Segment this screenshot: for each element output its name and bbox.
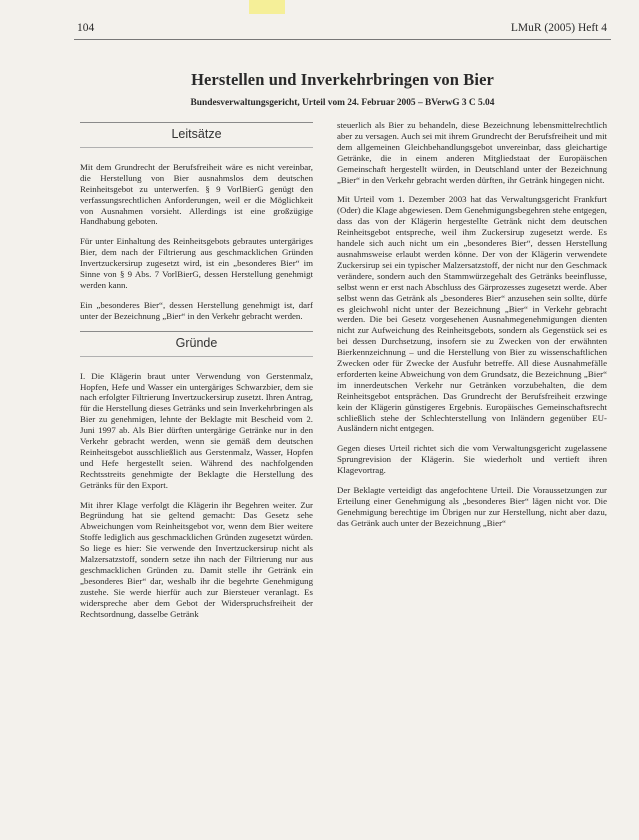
body-paragraph: Mit Urteil vom 1. Dezember 2003 hat das Verwaltungsgericht Frankfurt (Oder) die Klage abgewiesen. Dem Genehmigungsbegehren stehe entgegen, dass das von der Klägerin hergestellte Getränk nicht dem deutschen Reinheitsgebot entspreche, weil ihm Zuckersirup zugesetzt werde. Es handele sich auch nicht um ein „besonderes Bier“, dessen Herstellung ausnahmsweise erlaubt werden könne. Der von der Klägerin verwendete Zuckersirup sei ein typischer Malzersatzstoff, der nicht nur den Geschmack verändere, sondern auch den Stammwürzegehalt des Getränks beeinflusse, selbst wenn er erst nach Abschluss des Gärprozesses zugesetzt werde. Aber selbst wenn das Getränk als „besonderes Bier“ anzusehen sein sollte, dürfe es gleichwohl nicht unter der Bezeichnung „Bier“ in Verkehr gebracht werden. Die bei Gesetz vorgesehenen Ausnahmegenehmigungen dienten nicht zur Aufweichung des Reinheitsgebots, sondern als Gegenstück sei es bei dessen Durchsetzung, insofern sie zu Zwecken von der erwähnten Bierkennzeichnung – und die Herstellung von Bier zu wissenschaftlichen Zwecken oder für Zwecke der Ausfuhr betreffe. All diese Ausnahmefälle erforderten keine Abweichung von dem Grundsatz, die Bezeichnung „Bier“ im innerdeutschen Verkehr nur Getränken vorzubehalten, die dem Reinheitsgebot entsprächen. Das Grundrecht der Berufsfreiheit erzwinge kein der Klägerin günstigeres Ergebnis. Europäisches Gemeinschaftsrecht schließlich stehe der Schlechterstellung von Inländern gegenüber EU-Ausländern nicht entgegen. [337, 194, 607, 434]
body-paragraph: steuerlich als Bier zu behandeln, diese Bezeichnung lebensmittelrechtlich aber zu versagen. Auch sei mit ihrem Grundrecht der Berufsfreiheit und mit dem allgemeinen Gleichbehandlungsgebot unvereinbar, dass gleichartige Getränke, die in einem anderen Mitgliedstaat der Europäischen Gemeinschaft hergestellt würden, in Deutschland unter der Bezeichnung „Bier“ in den Verkehr gebracht werden dürften, ihr Getränk hingegen nicht. [337, 120, 607, 185]
body-paragraph: Der Beklagte verteidigt das angefochtene Urteil. Die Voraussetzungen zur Erteilung einer Genehmigung als „besonderes Bier“ lägen nicht vor. Die Genehmigung berechtige im Übrigen nur zur Herstellung, nicht aber dazu, das Getränk auch unter der Bezeichnung „Bier“ [337, 485, 607, 528]
left-column [80, 120, 313, 629]
leitsatz-paragraph: Mit dem Grundrecht der Berufsfreiheit wäre es nicht vereinbar, die Herstellung von Bier ausnahmslos dem deutschen Reinheitsgebot zu unterwerfen. § 9 VorlBierG genügt den verfassungsrechtlichen Anforderungen, weil er die Möglichkeit von Ausnahmen vorsieht. Allerdings ist eine großzügige Handhabung geboten. [80, 161, 313, 227]
body-paragraph: Mit ihrer Klage verfolgt die Klägerin ihr Begehren weiter. Zur Begründung hat sie geltend gemacht: Das Gesetz sehe Abweichungen vom Reinheitsgebot vor, wenn dem Bier weitere Stoffe lediglich aus geschmacklichen Gründen zugesetzt würden. So liege es hier: Sie verwende den Invertzuckersirup nicht als Malzersatzstoff, sondern setze ihn nach der Filtrierung nur aus geschmacklichen Gründen zu. Damit stelle ihr Getränk ein „besonderes Bier“ dar, weshalb ihr die begehrte Genehmigung zustehe. Sie werde hierfür auch zur Biersteuer veranlagt. Es widerspreche aber dem Gebot der Widerspruchsfreiheit der Rechtsordnung, dasselbe Getränk [80, 499, 313, 619]
section-heading-leitsaetze: Leitsätze [80, 122, 313, 148]
article-title: Herstellen und Inverkehrbringen von Bier [191, 70, 494, 89]
highlight-mark [249, 0, 285, 14]
right-column [337, 120, 607, 538]
journal-reference: LMuR (2005) Heft 4 [510, 22, 607, 34]
page-number: 104 [77, 22, 95, 34]
leitsatz-paragraph: Ein „besonderes Bier“, dessen Herstellung genehmigt ist, darf unter der Bezeichnung „Bier“ in den Verkehr gebracht werden. [80, 299, 313, 321]
leitsatz-paragraph: Für unter Einhaltung des Reinheitsgebots gebrautes untergäriges Bier, dem nach der Filtrierung aus geschmacklichen Gründen Invertzuckersirup zugesetzt wird, ist ein „besonderes Bier“ im Sinne von § 9 Abs. 7 VorlBierG, dessen Herstellung genehmigt werden kann. [80, 236, 313, 290]
body-paragraph: I. Die Klägerin braut unter Verwendung von Gerstenmalz, Hopfen, Hefe und Wasser ein untergäriges Schwarzbier, dem sie nach erfolgter Filtrierung Invertzuckersirup zusetzt. Ihren Antrag, für die Herstellung dieses Getränks und sein Inverkehrbringen als Bier zu genehmigen, lehnte der Beklagte mit Bescheid vom 2. Juni 1997 ab. Als Bier dürften untergärige Getränke nur in den Verkehr gebracht werden, wenn sie gemäß dem deutschen Reinheitsgebot ausschließlich aus Gerstenmalz, Wasser, Hopfen und Hefe hergestellt seien. Während des nachfolgenden Rechtsstreits genehmigte der Beklagte die Herstellung des Getränks für den Export. [80, 370, 313, 490]
body-paragraph: Gegen dieses Urteil richtet sich die vom Verwaltungsgericht zugelassene Sprungrevision der Klägerin. Sie wiederholt und vertieft ihren Klagevortrag. [337, 443, 607, 476]
header-rule [74, 39, 611, 40]
section-heading-gruende: Gründe [80, 331, 313, 357]
article-subtitle: Bundesverwaltungsgericht, Urteil vom 24. Februar 2005 – BVerwG 3 C 5.04 [190, 98, 495, 108]
